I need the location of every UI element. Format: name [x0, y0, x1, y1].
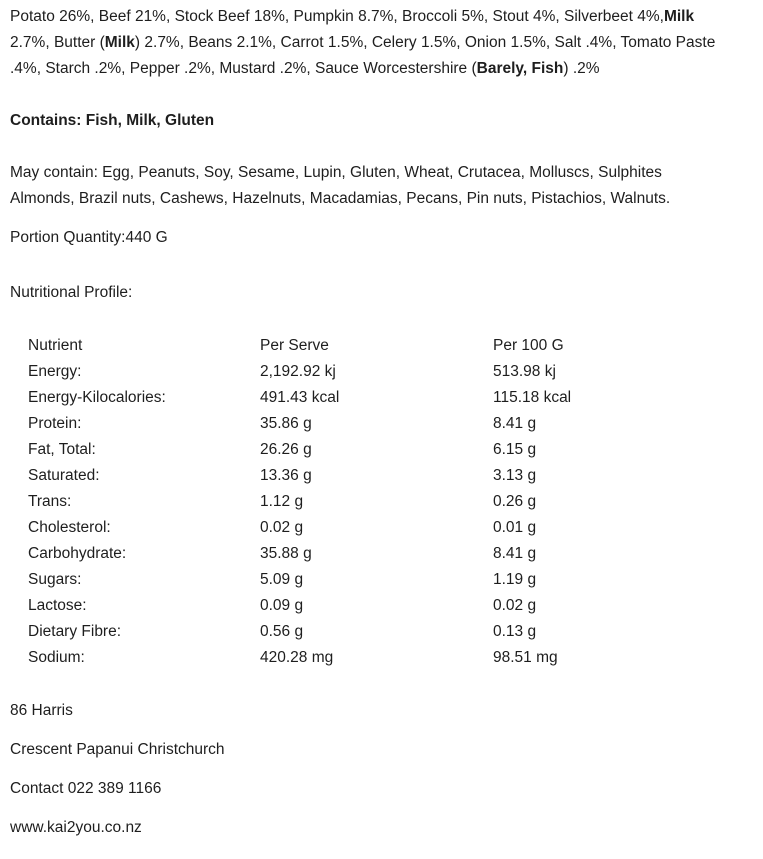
table-cell: 0.09 g — [260, 597, 304, 614]
ingredients-paragraph — [10, 4, 753, 82]
table-cell: Energy: — [28, 363, 82, 380]
contains-statement: Contains: Fish, Milk, Gluten — [10, 112, 215, 129]
table-cell: 6.15 g — [493, 441, 537, 458]
nutritional-profile-heading: Nutritional Profile: — [10, 284, 133, 301]
table-cell: 5.09 g — [260, 571, 304, 588]
ingredient-text: ) .2% — [563, 60, 600, 77]
table-cell: Lactose: — [28, 597, 87, 614]
table-cell: Cholesterol: — [28, 519, 111, 536]
table-cell: 513.98 kj — [493, 363, 556, 380]
ingredient-text: 2.7%, Butter ( — [10, 34, 105, 51]
contact-phone: Contact 022 389 1166 — [10, 780, 162, 797]
may-contain-line2: Almonds, Brazil nuts, Cashews, Hazelnuts, Macadamias, Pecans, Pin nuts, Pistachios, Walnuts. — [10, 190, 671, 207]
may-contain-line1: May contain: Egg, Peanuts, Soy, Sesame, Lupin, Gluten, Wheat, Crutacea, Molluscs, Sulphites — [10, 164, 662, 181]
table-cell: 8.41 g — [493, 415, 537, 432]
nutrition-table — [28, 333, 743, 671]
table-row — [28, 619, 743, 645]
allergen-emphasis-text: Milk — [104, 34, 135, 51]
table-cell: 35.88 g — [260, 545, 312, 562]
table-cell: 13.36 g — [260, 467, 312, 484]
table-cell: 0.56 g — [260, 623, 304, 640]
table-row — [28, 593, 743, 619]
table-header-row — [28, 333, 743, 359]
table-cell: 35.86 g — [260, 415, 312, 432]
table-row — [28, 385, 743, 411]
table-cell: 26.26 g — [260, 441, 312, 458]
table-cell: Protein: — [28, 415, 82, 432]
table-cell: 0.13 g — [493, 623, 537, 640]
table-cell: 3.13 g — [493, 467, 537, 484]
table-row — [28, 437, 743, 463]
website-url: www.kai2you.co.nz — [10, 819, 142, 836]
table-row — [28, 645, 743, 671]
portion-quantity: Portion Quantity:440 G — [10, 229, 168, 246]
table-row — [28, 463, 743, 489]
allergen-emphasis-text: Barely, Fish — [476, 60, 564, 77]
table-cell: 0.02 g — [493, 597, 537, 614]
table-cell: Saturated: — [28, 467, 100, 484]
table-cell: Dietary Fibre: — [28, 623, 122, 640]
table-row — [28, 489, 743, 515]
table-cell: 0.02 g — [260, 519, 304, 536]
table-cell: 420.28 mg — [260, 649, 334, 666]
table-cell: 0.26 g — [493, 493, 537, 510]
table-row — [28, 567, 743, 593]
address-line2: Crescent Papanui Christchurch — [10, 741, 225, 758]
table-row — [28, 541, 743, 567]
table-cell: 0.01 g — [493, 519, 537, 536]
table-cell: 115.18 kcal — [493, 389, 572, 406]
table-cell: Energy-Kilocalories: — [28, 389, 166, 406]
table-cell: 2,192.92 kj — [260, 363, 336, 380]
table-cell: Trans: — [28, 493, 72, 510]
table-cell: 1.19 g — [493, 571, 537, 588]
table-row — [28, 359, 743, 385]
table-header-cell: Per 100 G — [493, 337, 564, 354]
table-cell: Sodium: — [28, 649, 85, 666]
ingredient-text: ) 2.7%, Beans 2.1%, Carrot 1.5%, Celery 1.5%, Onion 1.5%, Salt .4%, Tomato Paste — [134, 34, 716, 51]
table-cell: 8.41 g — [493, 545, 537, 562]
table-header-cell: Nutrient — [28, 337, 83, 354]
table-header-cell: Per Serve — [260, 337, 329, 354]
table-row — [28, 515, 743, 541]
may-contain-statement — [10, 160, 753, 212]
table-cell: Fat, Total: — [28, 441, 96, 458]
table-cell: Sugars: — [28, 571, 82, 588]
ingredient-text: .4%, Starch .2%, Pepper .2%, Mustard .2%, Sauce Worcestershire ( — [10, 60, 477, 77]
table-cell: 491.43 kcal — [260, 389, 340, 406]
table-cell: 1.12 g — [260, 493, 304, 510]
ingredient-text: Potato 26%, Beef 21%, Stock Beef 18%, Pumpkin 8.7%, Broccoli 5%, Stout 4%, Silverbeet 4%, — [10, 8, 664, 25]
table-cell: Carbohydrate: — [28, 545, 127, 562]
address-line1: 86 Harris — [10, 702, 73, 719]
allergen-emphasis-text: Milk — [663, 8, 695, 25]
table-row — [28, 411, 743, 437]
table-cell: 98.51 mg — [493, 649, 558, 666]
